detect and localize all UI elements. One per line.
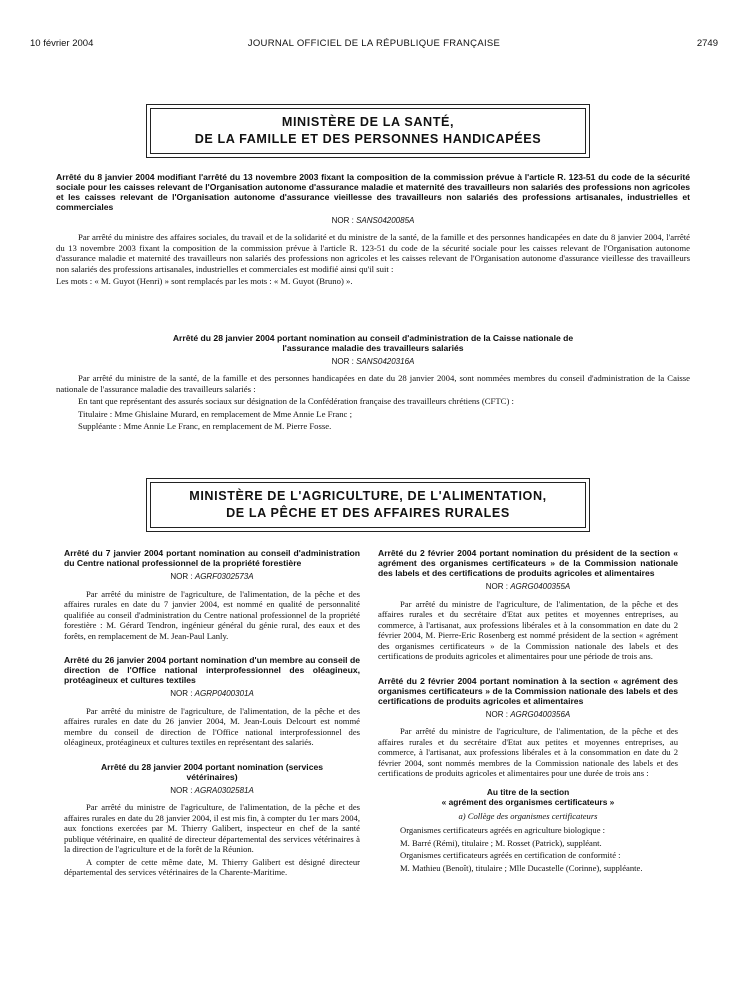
arrete-block <box>64 762 360 878</box>
left-column <box>64 548 360 892</box>
arrete-paragraph: Les mots : « M. Guyot (Henri) » sont remplacés par les mots : « M. Guyot (Bruno) ». <box>56 276 353 287</box>
nor-label: NOR : <box>331 216 354 225</box>
nor-reference <box>378 710 678 721</box>
arrete-title: Arrêté du 28 janvier 2004 portant nomination au conseil d'administration de la Caisse nationale de l'assurance maladie des travailleurs salariés <box>172 333 574 353</box>
arrete-block <box>378 548 678 662</box>
arrete-title: Arrêté du 28 janvier 2004 portant nomination (services vétérinaires) <box>100 761 324 782</box>
arrete-title: Arrêté du 2 février 2004 portant nomination du président de la section « agrément des organismes certificateurs » de la Commission nationale des labels et des certifications de produits agricoles et alimentaires <box>378 548 678 578</box>
section-heading <box>378 787 678 807</box>
arrete-paragraph: Par arrêté du ministre de la santé, de la famille et des personnes handicapées en date du 28 janvier 2004, sont nommées membres du conseil d'administration de la Caisse nationale de l'assurance maladie des travailleurs salariés : <box>56 373 690 394</box>
arrete-paragraph: M. Barré (Rémi), titulaire ; M. Rosset (Patrick), suppléant. <box>400 837 602 848</box>
nor-code: AGRG0400355A <box>510 582 571 591</box>
nor-code: AGRA0302581A <box>194 785 254 795</box>
journal-title: JOURNAL OFFICIEL DE LA RÉPUBLIQUE FRANÇAISE <box>247 38 501 49</box>
section-heading-line1: Au titre de la section <box>486 786 570 797</box>
nor-code: SANS0420085A <box>356 216 415 225</box>
ministry-heading-line1: MINISTÈRE DE LA SANTÉ, <box>281 115 455 129</box>
arrete-paragraph: En tant que représentant des assurés sociaux sur désignation de la Confédération française des travailleurs chrétiens (CFTC) : <box>78 396 514 407</box>
ministry-health-heading <box>150 108 586 154</box>
nor-label: NOR : <box>485 709 508 719</box>
arrete-paragraph: A compter de cette même date, M. Thierry Galibert est désigné directeur départemental des services vétérinaires de la Charente-Maritime. <box>64 856 360 877</box>
nor-code: AGRG0400356A <box>510 709 571 719</box>
arrete-paragraph: Par arrêté du ministre de l'agriculture, de l'alimentation, de la pêche et des affaires rurales en date du 28 janvier 2004, il est mis fin, à compter du 1er mars 2004, aux fonctions exercées par M. Thierry Galibert, inspecteur en chef de la santé publique vétérinaire, en qualité de directeur départemental des services vétérinaires à la direction de l'agriculture et de la forêt de la Réunion. <box>64 802 360 854</box>
arrete-paragraph: Par arrêté du ministre de l'agriculture, de l'alimentation, de la pêche et des affaires rurales en date du 7 janvier 2004, est nommé en qualité de personnalité qualifiée au conseil d'administration du Centre national professionnel de la propriété forestière : M. Gérard Tendron, ingénieur général du génie rural, des eaux et des forêts, en remplacement de M. Jean-Paul Lanly. <box>64 588 360 641</box>
arrete-paragraph: Organismes certificateurs agréés en certification de conformité : <box>400 850 621 860</box>
nor-reference <box>56 216 690 226</box>
nor-label: NOR : <box>170 689 193 698</box>
arrete-title: Arrêté du 2 février 2004 portant nomination à la section « agrément des organismes certificateurs » de la Commission nationale des labels et des certifications de produits agricoles et alimentaires <box>378 675 678 706</box>
nor-label: NOR : <box>170 572 193 581</box>
arrete-title: Arrêté du 7 janvier 2004 portant nomination au conseil d'administration du Centre national professionnel de la propriété forestière <box>64 548 360 568</box>
section-heading-line2: « agrément des organismes certificateurs » <box>441 796 615 807</box>
nor-reference <box>378 582 678 593</box>
arrete-block <box>56 172 690 288</box>
arrete-paragraph: M. Mathieu (Benoît), titulaire ; Mlle Ducastelle (Corinne), suppléante. <box>400 862 643 873</box>
ministry-agriculture-heading <box>150 482 586 528</box>
arrete-block <box>378 676 678 874</box>
ministry-heading-line2: DE LA PÊCHE ET DES AFFAIRES RURALES <box>226 506 510 520</box>
arrete-paragraph: Titulaire : Mme Ghislaine Murard, en remplacement de Mme Annie Le Franc ; <box>78 408 352 419</box>
nor-reference <box>64 572 360 583</box>
nor-reference <box>56 357 690 367</box>
nor-code: SANS0420316A <box>356 357 415 366</box>
nor-reference <box>64 786 360 797</box>
nor-label: NOR : <box>170 785 193 795</box>
page-header <box>30 38 718 52</box>
arrete-block <box>56 333 690 433</box>
ministry-heading-line2: DE LA FAMILLE ET DES PERSONNES HANDICAPÉES <box>194 132 542 146</box>
arrete-paragraph: Par arrêté du ministre de l'agriculture, de l'alimentation, de la pêche et des affaires rurales et du secrétaire d'Etat aux petites et moyennes entreprises, au commerce, à l'artisanat, aux professions libérales et à la consommation en date du 2 février 2004, sont nommés membres de la Commission nationale des labels et des certifications de produits agricoles et alimentaires pour une durée de trois ans : <box>378 726 678 778</box>
ministry-heading-line1: MINISTÈRE DE L'AGRICULTURE, DE L'ALIMENTATION, <box>189 489 547 503</box>
nor-code: AGRF0302573A <box>194 572 254 581</box>
right-column <box>378 548 678 887</box>
arrete-paragraph: Par arrêté du ministre des affaires sociales, du travail et de la solidarité et du ministre de la santé, de la famille et des personnes handicapées en date du 8 janvier 2004, l'arrêté du 13 novembre 2003 fixant la composition de la commission prévue à l'article R. 123-51 du code de la sécurité sociale pour les caisses relevant de l'Organisation autonome d'assurance maladie et maternité des travailleurs non salariés des professions non agricoles et les caisses relevant de l'Organisation autonome d'assurance vieillesse des travailleurs non salariés des professions artisanales, industrielles et commerciales est modifié ainsi qu'il suit : <box>56 232 690 274</box>
nor-code: AGRP0400301A <box>194 689 254 698</box>
arrete-paragraph: Par arrêté du ministre de l'agriculture, de l'alimentation, de la pêche et des affaires rurales en date du 26 janvier 2004, M. Jean-Louis Delcourt est nommé membre du conseil de direction de l'Office national interprofessionnel des oléagineux, protéagineux et cultures textiles en représentant des salariés. <box>64 705 360 747</box>
arrete-paragraph: Organismes certificateurs agréés en agriculture biologique : <box>400 825 606 835</box>
arrete-block <box>64 548 360 641</box>
arrete-title: Arrêté du 26 janvier 2004 portant nomination d'un membre au conseil de direction de l'Office national interprofessionnel des oléagineux, protéagineux et cultures textiles <box>64 655 360 685</box>
issue-date: 10 février 2004 <box>30 38 94 49</box>
arrete-block <box>64 655 360 748</box>
nor-label: NOR : <box>331 357 354 366</box>
arrete-title: Arrêté du 8 janvier 2004 modifiant l'arrêté du 13 novembre 2003 fixant la composition de la commission prévue à l'article R. 123-51 du code de la sécurité sociale pour les caisses relevant de l'Organisation autonome d'assurance maladie et maternité des travailleurs non salariés des professions non agricoles et les caisses relevant de l'Organisation autonome d'assurance vieillesse des travailleurs non salariés des professions artisanales, industrielles et commerciales <box>56 172 690 212</box>
arrete-paragraph: Par arrêté du ministre de l'agriculture, de l'alimentation, de la pêche et des affaires rurales et du secrétaire d'Etat aux petites et moyennes entreprises, au commerce, à l'artisanat, aux professions libérales et à la consommation en date du 2 février 2004, M. Pierre-Eric Rosenberg est nommé président de la section « agrément des organismes certificateurs » de la Commission nationale des labels et des certifications de produits agricoles et alimentaires pour une période de trois ans. <box>378 598 678 661</box>
page-number: 2749 <box>696 38 718 49</box>
nor-label: NOR : <box>485 582 508 591</box>
college-subheading: a) Collège des organismes certificateurs <box>458 810 598 821</box>
nor-reference <box>64 689 360 700</box>
arrete-paragraph: Suppléante : Mme Annie Le Franc, en remplacement de M. Pierre Fosse. <box>78 421 332 432</box>
